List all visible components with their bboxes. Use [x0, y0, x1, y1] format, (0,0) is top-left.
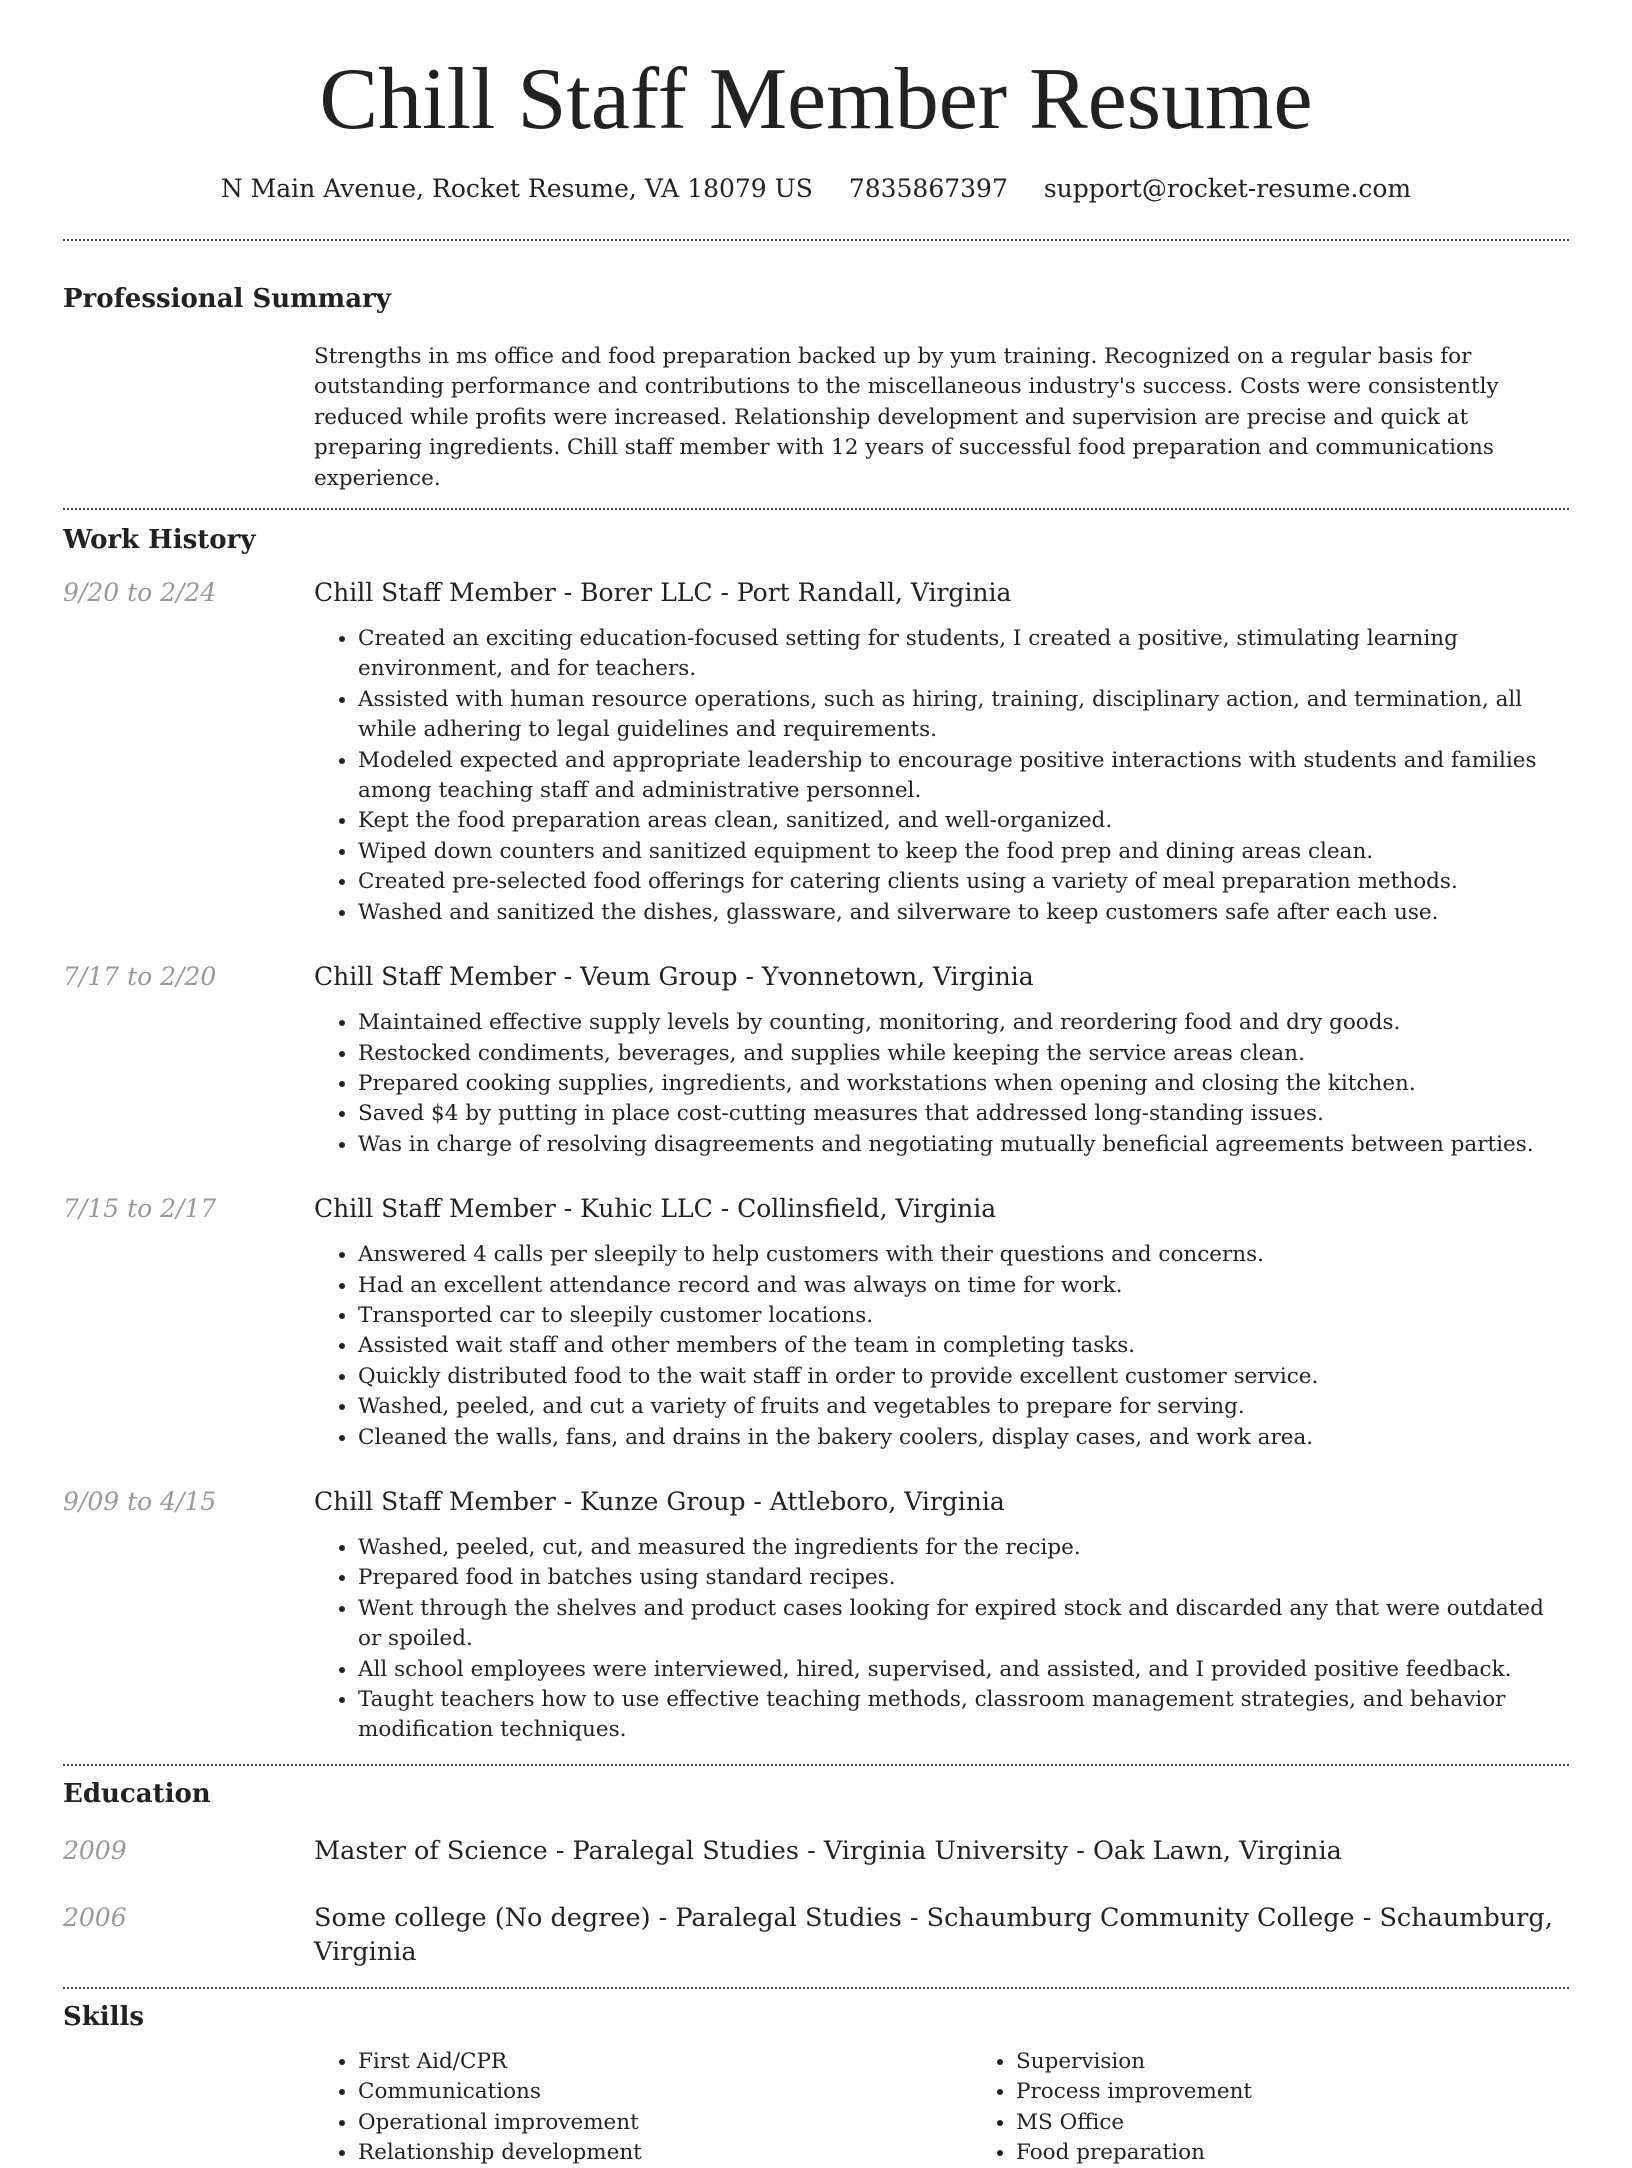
- job-dates: 7/15 to 2/17: [63, 1194, 217, 1224]
- job-bullet: • Washed, peeled, and cut a variety of fruits and vegetables to prepare for serving.: [358, 1392, 1569, 1422]
- job-bullet: • Had an excellent attendance record and was always on time for work.: [358, 1271, 1569, 1301]
- job-dates: 9/20 to 2/24: [63, 578, 217, 608]
- job-bullet: • Wiped down counters and sanitized equipment to keep the food prep and dining areas clean.: [358, 837, 1569, 867]
- job-bullets: [314, 1533, 1569, 1746]
- skills-list: [63, 2047, 1569, 2168]
- job-bullet: • Maintained effective supply levels by counting, monitoring, and reordering food and dry goods.: [358, 1008, 1569, 1038]
- contact-email: support@rocket-resume.com: [1043, 174, 1412, 203]
- job-bullet: • Washed and sanitized the dishes, glassware, and silverware to keep customers safe after each use.: [358, 898, 1569, 928]
- job-bullet: • Prepared food in batches using standard recipes.: [358, 1563, 1569, 1593]
- job-bullet: • Answered 4 calls per sleepily to help customers with their questions and concerns.: [358, 1240, 1569, 1270]
- education-year: 2006: [63, 1902, 127, 1932]
- job-bullet: • Cleaned the walls, fans, and drains in the bakery coolers, display cases, and work area.: [358, 1423, 1569, 1453]
- education-degree: Some college (No degree) - Paralegal Studies - Schaumburg Community College - Schaumburg, Virginia: [314, 1902, 1553, 1967]
- job-title: Chill Staff Member - Kunze Group - Attleboro, Virginia: [314, 1486, 1005, 1516]
- contact-address: N Main Avenue, Rocket Resume, VA 18079 US: [220, 174, 813, 203]
- job-bullet: • Prepared cooking supplies, ingredients, and workstations when opening and closing the kitchen.: [358, 1069, 1569, 1099]
- education-heading: Education: [63, 1778, 211, 1809]
- skills-heading: Skills: [63, 2001, 145, 2032]
- education-entry: [63, 1834, 1569, 1868]
- job-bullet: • Was in charge of resolving disagreements and negotiating mutually beneficial agreements between parties.: [358, 1130, 1569, 1160]
- job-bullet: • Modeled expected and appropriate leadership to encourage positive interactions with students and families among teaching staff and administrative personnel.: [358, 746, 1569, 807]
- work-history-heading: Work History: [63, 525, 256, 556]
- job-bullet: • Washed, peeled, cut, and measured the ingredients for the recipe.: [358, 1533, 1569, 1563]
- skill-item: • MS Office: [1016, 2108, 1630, 2138]
- job-entry: [63, 1485, 1569, 1746]
- skill-item: • First Aid/CPR: [358, 2047, 972, 2077]
- job-title: Chill Staff Member - Borer LLC - Port Randall, Virginia: [314, 578, 1012, 608]
- job-bullet: • Assisted wait staff and other members of the team in completing tasks.: [358, 1331, 1569, 1361]
- contact-phone: 7835867397: [848, 174, 1008, 203]
- skill-item: • Relationship development: [358, 2138, 972, 2168]
- job-entry: [63, 1192, 1569, 1453]
- job-bullet: • Created pre-selected food offerings for catering clients using a variety of meal preparation methods.: [358, 867, 1569, 897]
- job-dates: 9/09 to 4/15: [63, 1486, 217, 1516]
- job-bullets: [314, 1008, 1569, 1160]
- job-bullet: • Taught teachers how to use effective teaching methods, classroom management strategies, and behavior modification techniques.: [358, 1685, 1569, 1746]
- skill-item: • Operational improvement: [358, 2108, 972, 2138]
- job-bullet: • Assisted with human resource operations, such as hiring, training, disciplinary action, and termination, all while adhering to legal guidelines and requirements.: [358, 685, 1569, 746]
- education-degree: Master of Science - Paralegal Studies - Virginia University - Oak Lawn, Virginia: [314, 1835, 1342, 1866]
- job-bullet: • Transported car to sleepily customer locations.: [358, 1301, 1569, 1331]
- skill-item: • Food preparation: [1016, 2138, 1630, 2168]
- skill-item: • Supervision: [1016, 2047, 1630, 2077]
- job-entry: [63, 576, 1569, 928]
- skill-item: • Process improvement: [1016, 2077, 1630, 2107]
- skill-item: • Communications: [358, 2077, 972, 2107]
- job-dates: 7/17 to 2/20: [63, 962, 217, 992]
- job-title: Chill Staff Member - Veum Group - Yvonnetown, Virginia: [314, 962, 1034, 992]
- resume-title: Chill Staff Member Resume: [319, 51, 1313, 148]
- job-bullet: • Quickly distributed food to the wait staff in order to provide excellent customer service.: [358, 1362, 1569, 1392]
- contact-line: [63, 172, 1569, 206]
- job-bullets: [314, 624, 1569, 928]
- job-bullet: • Created an exciting education-focused setting for students, I created a positive, stimulating learning environment, and for teachers.: [358, 624, 1569, 685]
- job-title: Chill Staff Member - Kuhic LLC - Collinsfield, Virginia: [314, 1194, 997, 1224]
- job-bullet: • Went through the shelves and product cases looking for expired stock and discarded any that were outdated or spoiled.: [358, 1594, 1569, 1655]
- education-year: 2009: [63, 1835, 127, 1865]
- job-bullet: • Saved $4 by putting in place cost-cutting measures that addressed long-standing issues.: [358, 1099, 1569, 1129]
- job-bullet: • All school employees were interviewed, hired, supervised, and assisted, and I provided positive feedback.: [358, 1655, 1569, 1685]
- job-bullet: • Kept the food preparation areas clean, sanitized, and well-organized.: [358, 806, 1569, 836]
- summary-text: Strengths in ms office and food preparation backed up by yum training. Recognized on a regular basis for outstanding performance and contributions to the miscellaneous industry's success. Costs were consistently reduced while profits were increased. Relationship development and supervision are precise and quick at preparing ingredients. Chill staff member with 12 years of successful food preparation and communications experience.: [314, 344, 1499, 491]
- job-entry: [63, 960, 1569, 1160]
- summary-heading: Professional Summary: [63, 284, 391, 314]
- education-entry: [63, 1901, 1569, 1969]
- job-bullets: [314, 1240, 1569, 1453]
- skills-column-right: [972, 2047, 1630, 2168]
- skills-column-left: [314, 2047, 972, 2168]
- job-bullet: • Restocked condiments, beverages, and supplies while keeping the service areas clean.: [358, 1039, 1569, 1069]
